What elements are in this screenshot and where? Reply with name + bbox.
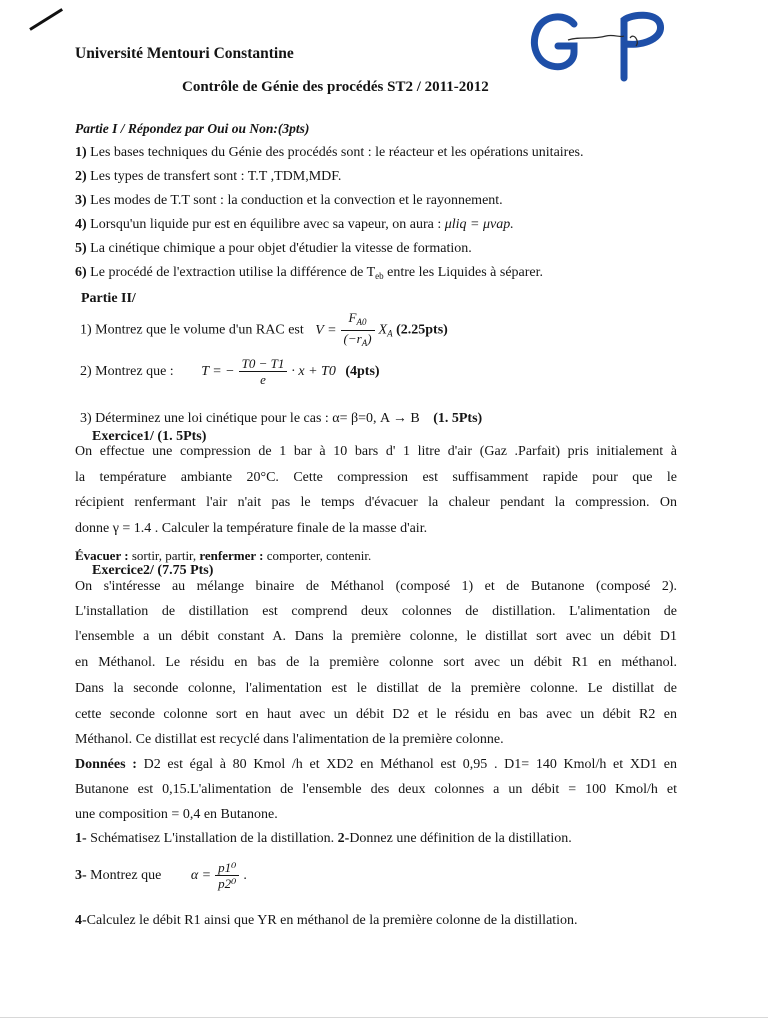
exam-title: Contrôle de Génie des procédés ST2 / 2011-2012: [182, 79, 489, 95]
exercise2-question-3: 3- Montrez que α = $\frac{\text{p1⁰}}{\text{p2⁰}}$ .: [75, 860, 247, 892]
formula-lhs: α =: [190, 868, 212, 883]
part1-item-3: [75, 192, 503, 209]
formula-tail-subscript: A: [387, 328, 393, 339]
exercise2-question-4: [75, 912, 578, 929]
item-subscript: eb: [375, 271, 384, 281]
scan-bottom-edge: [0, 1017, 768, 1018]
item-text: Les bases techniques du Génie des procédés sont : le réacteur et les opérations unitaires.: [86, 145, 584, 160]
item-number: 5): [75, 241, 87, 256]
exercise1-line: récipient renfermant l'air n'ait pas le temps d'évacuer la chaleur pendant la compression. On: [75, 495, 677, 510]
formula-tail: · x + T0: [291, 364, 336, 379]
question-text: 3) Déterminez une loi cinétique pour le cas : α= β=0, A → B: [80, 411, 420, 426]
question-text: Calculez le débit R1 ainsi que YR en méthanol de la première colonne de la distillation.: [86, 913, 578, 928]
exercise2-line: en Méthanol. Le résidu en bas de la première colonne sort avec un débit R1 en méthanol.: [75, 655, 677, 670]
question-number: 1-: [75, 831, 87, 846]
part2-question-1: [80, 310, 448, 351]
formula-fraction: [215, 860, 239, 891]
question-number: 4-: [75, 913, 87, 928]
question-text: Montrez que: [86, 868, 162, 883]
part1-heading: Partie I / Répondez par Oui ou Non:(3pts): [75, 121, 310, 136]
fraction-numerator: p1⁰: [215, 860, 239, 876]
denominator-subscript: A: [361, 338, 368, 348]
part2-question-3: [80, 410, 482, 427]
exercise2-line: L'installation de distillation est comprend deux colonnes de distillation. L'alimentation de: [75, 604, 677, 619]
fraction-numerator: F: [348, 310, 357, 325]
numerator-subscript: A0: [356, 317, 367, 327]
pen-stroke-mark: [29, 8, 63, 31]
item-text: Lorsqu'un liquide pur est en équilibre avec sa vapeur, on aura :: [86, 217, 445, 232]
part1-item-5: [75, 240, 472, 257]
question-number: 2-: [337, 831, 350, 846]
question-points: (1. 5Pts): [433, 411, 483, 426]
fraction-denominator: e: [260, 372, 266, 388]
item-text: Les types de transfert sont : T.T ,TDM,MDF.: [86, 169, 342, 184]
donnees-line: [75, 756, 677, 773]
exercise1-heading: Exercice1/ (1. 5Pts): [92, 429, 207, 444]
fraction-numerator: T0 − T1: [239, 356, 288, 372]
vocab-definition: comporter, contenir.: [263, 548, 372, 563]
part1-item-2: [75, 168, 341, 185]
item-text: La cinétique chimique a pour objet d'étudier la vitesse de formation.: [86, 241, 472, 256]
exercise2-line: l'ensemble a un débit constant A. Dans la première colonne, le distillat sort avec un débit D1: [75, 629, 677, 644]
fraction-denominator: p2⁰: [218, 876, 237, 892]
part2-question-2: [80, 355, 380, 389]
item-number: 1): [75, 145, 87, 160]
item-text-tail: entre les Liquides à séparer.: [383, 265, 544, 280]
exercise2-questions-1-2: [75, 830, 572, 847]
formula-tail: X: [378, 322, 388, 338]
item-number: 6): [75, 265, 87, 280]
part1-item-1: [75, 144, 584, 161]
question-text: Donnez une définition de la distillation.: [349, 831, 572, 846]
question-text: 2) Montrez que :: [80, 364, 174, 379]
formula-fraction: [341, 310, 375, 351]
donnees-line: Butanone est 0,15.L'alimentation de l'ensemble des deux colonnes a un débit = 100 Kmol/h et: [75, 782, 677, 797]
vocab-definition: sortir, partir,: [128, 548, 200, 563]
question-number: 3-: [75, 868, 87, 883]
denominator-tail: ): [367, 331, 372, 346]
question-points: (4pts): [345, 364, 380, 379]
exercise2-line: cette seconde colonne sort en haut avec un débit D2 et le résidu en bas avec un débit R2 en: [75, 707, 677, 722]
fraction-denominator: (−r: [343, 331, 362, 346]
question-text: 1) Montrez que le volume d'un RAC est: [80, 322, 304, 338]
donnees-label: Données :: [75, 757, 137, 772]
exercise1-last-line: donne γ = 1.4 . Calculer la température finale de la masse d'air.: [75, 521, 428, 536]
handwritten-gp-logo: [528, 6, 678, 86]
exercise1-line: On effectue une compression de 1 bar à 10 bars d' 1 litre d'air (Gaz .Parfait) pris initialement à: [75, 444, 677, 459]
part1-item-4: [75, 216, 514, 233]
exercise2-line: Dans la seconde colonne, l'alimentation est le distillat de la première colonne. Le distillat de: [75, 681, 677, 696]
exercise2-heading: Exercice2/ (7.75 Pts): [92, 563, 214, 578]
vocab-term: Évacuer :: [75, 548, 129, 563]
item-text: Les modes de T.T sont : la conduction et la convection et le rayonnement.: [86, 193, 503, 208]
item-formula: μliq = μvap.: [444, 217, 514, 232]
donnees-last-line: une composition = 0,4 en Butanone.: [75, 807, 278, 822]
item-number: 4): [75, 217, 87, 232]
part1-item-6: [75, 264, 543, 285]
exercise2-last-line: Méthanol. Ce distillat est recyclé dans l'alimentation de la première colonne.: [75, 732, 504, 747]
question-points: (2.25pts): [396, 322, 448, 338]
item-text: Le procédé de l'extraction utilise la différence de T: [86, 265, 376, 280]
item-number: 2): [75, 169, 87, 184]
vocab-term: renfermer :: [199, 548, 264, 563]
formula-fraction: [239, 356, 288, 387]
question-text: Schématisez L'installation de la distillation.: [86, 831, 338, 846]
exercise2-line: On s'intéresse au mélange binaire de Méthanol (composé 1) et de Butanone (composé 2).: [75, 579, 677, 594]
formula-lhs: T = −: [201, 364, 235, 379]
part2-heading: Partie II/: [81, 291, 136, 306]
exercise1-line: la température ambiante 20°C. Cette compression est suffisamment rapide pour que le: [75, 470, 677, 485]
university-name: Université Mentouri Constantine: [75, 45, 294, 62]
item-number: 3): [75, 193, 87, 208]
formula-lhs: V =: [315, 322, 337, 338]
donnees-text: D2 est égal à 80 Kmol /h et XD2 en Méthanol est 0,95 . D1= 140 Kmol/h et XD1 en: [136, 757, 677, 772]
